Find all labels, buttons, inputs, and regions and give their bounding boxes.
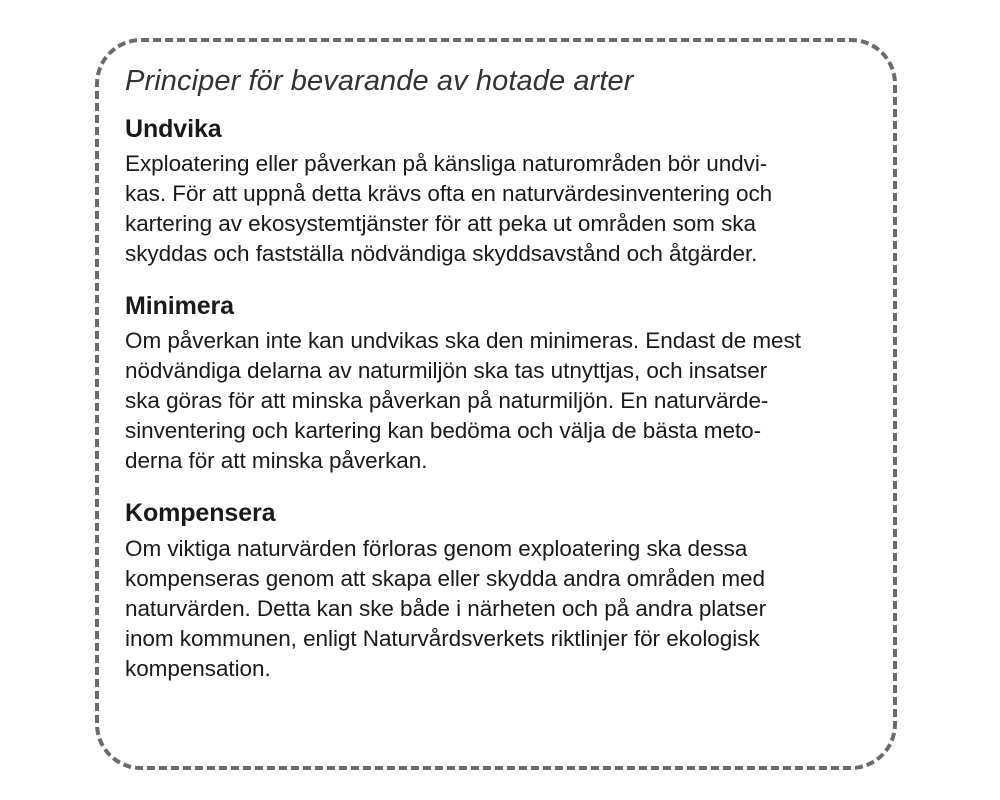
body-line: Om viktiga naturvärden förloras genom exploatering ska dessa — [125, 535, 748, 561]
body-line: inom kommunen, enligt Naturvårdsverkets riktlinjer för ekologisk — [125, 625, 760, 651]
body-line: naturvärden. Detta kan ske både i närheten och på andra platser — [125, 595, 767, 621]
body-line: Om påverkan inte kan undvikas ska den minimeras. Endast de mest — [125, 328, 801, 354]
body-line: skyddas och fastställa nödvändiga skyddsavstånd och åtgärder. — [125, 241, 758, 267]
body-line: kartering av ekosystemtjänster för att peka ut områden som ska — [125, 211, 756, 237]
body-line: ska göras för att minska påverkan på naturmiljön. En naturvärde- — [125, 388, 769, 414]
body-line: derna för att minska påverkan. — [125, 448, 428, 474]
section-body-minimera — [125, 326, 857, 476]
section-undvika — [125, 114, 857, 269]
info-box-content — [99, 42, 893, 684]
section-heading-undvika: Undvika — [125, 114, 222, 143]
section-heading-kompensera: Kompensera — [125, 499, 276, 528]
principles-info-box — [95, 38, 897, 770]
body-line: kas. För att uppnå detta krävs ofta en naturvärdesinventering och — [125, 181, 773, 207]
body-line: kompenseras genom att skapa eller skydda andra områden med — [125, 565, 765, 591]
body-line: nödvändiga delarna av naturmiljön ska tas utnyttjas, och insatser — [125, 358, 768, 384]
body-line: kompensation. — [125, 655, 271, 681]
section-minimera — [125, 291, 857, 476]
section-heading-minimera: Minimera — [125, 292, 234, 321]
section-body-kompensera — [125, 534, 857, 684]
page-title: Principer för bevarande av hotade arter — [125, 65, 634, 97]
body-line: Exploatering eller påverkan på känsliga naturområden bör undvi- — [125, 151, 768, 177]
section-body-undvika — [125, 149, 857, 269]
body-line: sinventering och kartering kan bedöma och välja de bästa meto- — [125, 418, 762, 444]
section-kompensera — [125, 498, 857, 683]
